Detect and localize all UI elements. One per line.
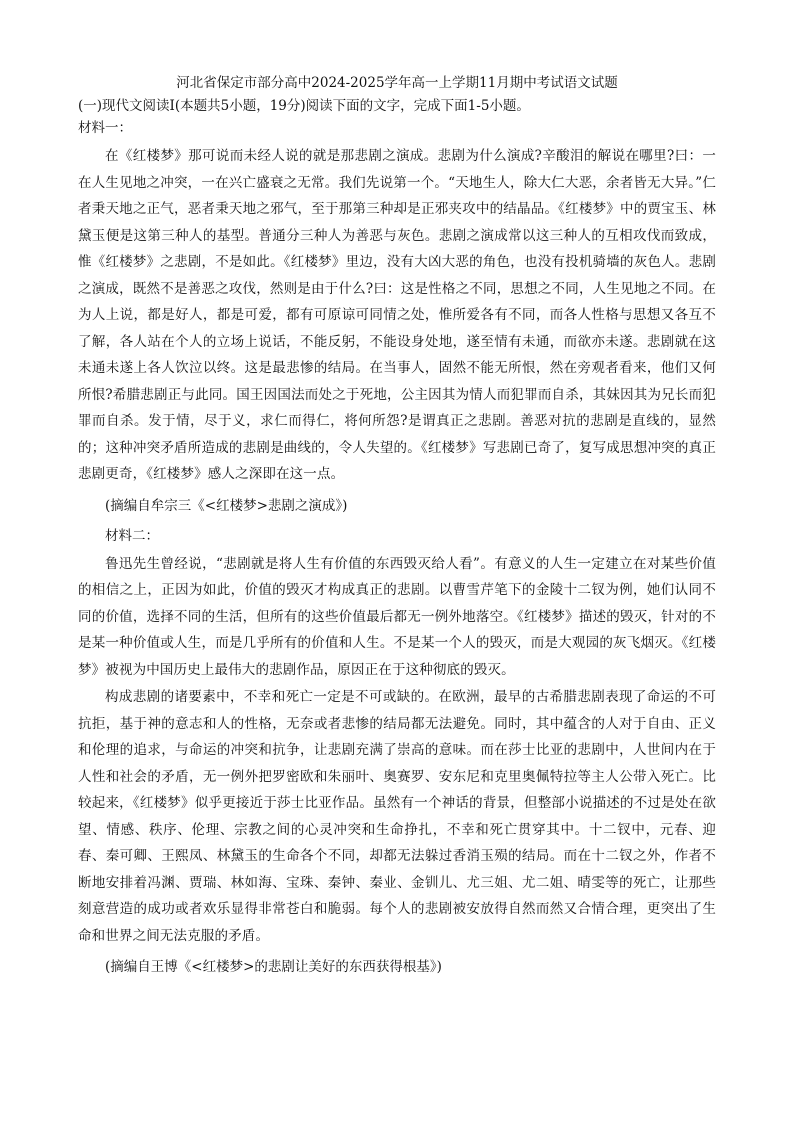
material-one-source: (摘编自牟宗三《<红楼梦>悲剧之演成》) — [105, 497, 348, 514]
material-one-paragraph: 在《红楼梦》那可说而未经人说的就是那悲剧之演成。悲剧为什么演成?辛酸泪的解说在哪里?曰：一在人生见地之冲突，一在兴亡盛衰之无常。我们先说第一个。“天地生人，除大仁大恶，余者皆无大异。”仁者秉天地之正气，恶者秉天地之邪气，至于那第三种却是正邪夹攻中的结晶品。《红楼梦》中的贾宝玉、林黛玉便是这第三种人的基型。普通分三种人为善恶与灰色。悲剧之演成常以这三种人的互相攻伐而致成，惟《红楼梦》之悲剧，不是如此。《红楼梦》里边，没有大凶大恶的角色，也没有投机骑墙的灰色人。悲剧之演成，既然不是善恶之攻伐，然则是由于什么?曰：这是性格之不同，思想之不同，人生见地之不同。在为人上说，都是好人，都是可爱，都有可原谅可同情之处，惟所爱各有不同，而各人性格与思想又各互不了解，各人站在个人的立场上说话，不能反躬，不能设身处地，遂至情有未通，而欲亦未遂。悲剧就在这未通未遂上各人饮泣以终。这是最悲惨的结局。在当事人，固然不能无所恨，然在旁观者看来，他们又何所恨?希腊悲剧正与此同。国王因国法而处之于死地，公主因其为情人而犯罪而自杀，其妹因其为兄长而犯罪而自杀。发于情，尽于义，求仁而得仁，将何所怨?是谓真正之悲剧。善恶对抗的悲剧是直线的，显然的；这种冲突矛盾所造成的悲剧是曲线的，令人失望的。《红楼梦》写悲剧已奇了，复写成思想冲突的真正悲剧更奇，《红楼梦》感人之深即在这一点。 — [78, 148, 716, 482]
section-heading: (一)现代文阅读Ⅰ(本题共5小题，19分)阅读下面的文字，完成下面1-5小题。 — [78, 98, 530, 114]
material-one-label: 材料一： — [78, 120, 132, 136]
material-two-label: 材料二： — [105, 527, 159, 544]
document-title: 河北省保定市部分高中2024-2025学年高一上学期11月期中考试语文试题 — [176, 75, 618, 91]
material-two-paragraph-2: 构成悲剧的诸要素中，不幸和死亡一定是不可或缺的。在欧洲，最早的古希腊悲剧表现了命运的不可抗拒，基于神的意志和人的性格，无奈或者悲惨的结局都无法避免。同时，其中蕴含的人对于自由、正义和伦理的追求，与命运的冲突和抗争，让悲剧充满了崇高的意味。而在莎士比亚的悲剧中，人世间内在于人性和社会的矛盾，无一例外把罗密欧和朱丽叶、奥赛罗、安东尼和克里奥佩特拉等主人公带入死亡。比较起来，《红楼梦》似乎更接近于莎士比亚作品。虽然有一个神话的背景，但整部小说描述的不过是处在欲望、情感、秩序、伦理、宗教之间的心灵冲突和生命挣扎，不幸和死亡贯穿其中。十二钗中，元春、迎春、秦可卿、王熙凤、林黛玉的生命各个不同，却都无法躲过香消玉殒的结局。而在十二钗之外，作者不断地安排着冯渊、贾瑞、林如海、宝珠、秦钟、秦业、金钏儿、尤三姐、尤二姐、晴雯等的死亡，让那些刻意营造的成功或者欢乐显得非常苍白和脆弱。每个人的悲剧被安放得自然而然又合情合理，更突出了生命和世界之间无法克服的矛盾。 — [78, 689, 716, 944]
material-two-source: (摘编自王博《<红楼梦>的悲剧让美好的东西获得根基》) — [105, 959, 442, 975]
material-two-paragraph-1: 鲁迅先生曾经说，“悲剧就是将人生有价值的东西毁灭给人看”。有意义的人生一定建立在对某些价值的相信之上，正因为如此，价值的毁灭才构成真正的悲剧。以曹雪芹笔下的金陵十二钗为例，她们认同不同的价值，选择不同的生活，但所有的这些价值最后都无一例外地落空。《红楼梦》描述的毁灭，针对的不是某一种价值或人生，而是几乎所有的价值和人生。不是某一个人的毁灭，而是大观园的灰飞烟灭。《红楼梦》被视为中国历史上最伟大的悲剧作品，原因正在于这种彻底的毁灭。 — [78, 555, 716, 678]
